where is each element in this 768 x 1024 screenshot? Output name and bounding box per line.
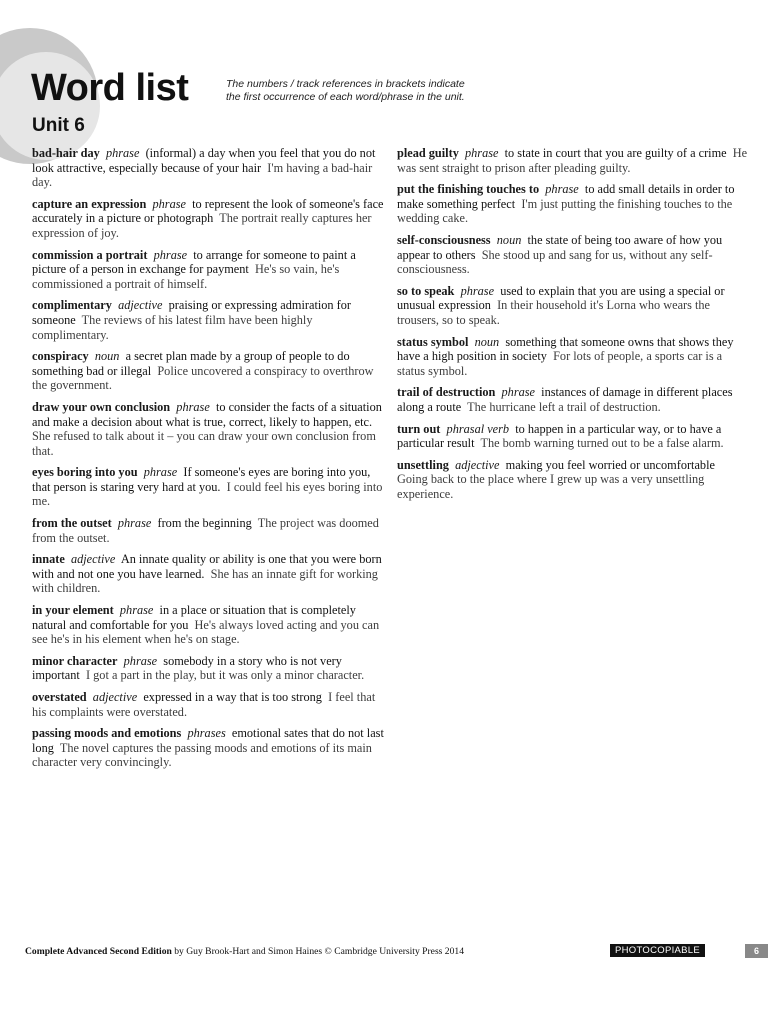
entry-headword: innate <box>32 552 65 567</box>
word-entry <box>32 298 386 342</box>
word-entry <box>32 690 386 719</box>
header-note-line1: The numbers / track references in brackets indicate <box>226 78 465 90</box>
entry-definition: to consider the facts of a situation and make a decision about what is true, correct, likely to happen, etc. <box>32 399 382 429</box>
entry-example: The project was doomed from the outset. <box>32 516 379 545</box>
entry-example: The novel captures the passing moods and emotions of its main character very convincingly. <box>32 740 372 770</box>
word-entry <box>32 248 386 292</box>
entry-definition: to state in court that you are guilty of a crime <box>504 146 727 160</box>
entry-headword: commission a portrait <box>32 247 148 262</box>
entry-part-of-speech: adjective <box>455 457 500 472</box>
entry-part-of-speech: adjective <box>70 552 116 567</box>
word-entry <box>32 465 386 509</box>
entry-definition: instances of damage in different places along a route <box>397 385 733 414</box>
entry-headword: put the finishing touches to <box>397 182 540 197</box>
entry-part-of-speech: phrase <box>545 182 579 197</box>
entry-headword: unsettling <box>397 457 449 472</box>
word-entry <box>397 146 749 175</box>
entry-headword: turn out <box>397 421 441 436</box>
entry-part-of-speech: phrase <box>117 516 152 531</box>
entry-part-of-speech: phrase <box>119 603 154 618</box>
entry-example: In their household it's Lorna who wears the trousers, so to speak. <box>397 298 710 327</box>
entry-example: He's always loved acting and you can see he's in his element when he's on stage. <box>32 617 380 647</box>
entry-headword: conspiracy <box>32 349 89 364</box>
unit-heading: Unit 6 <box>32 115 85 136</box>
word-entry <box>397 422 749 451</box>
entry-headword: capture an expression <box>32 196 147 211</box>
entry-example: I'm having a bad-hair day. <box>32 160 373 190</box>
entry-part-of-speech: phrasal verb <box>446 421 510 436</box>
word-entry <box>32 516 386 545</box>
entry-part-of-speech: phrase <box>501 385 535 400</box>
entry-definition: praising or expressing admiration for someone <box>32 298 351 327</box>
entry-example: She refused to talk about it – you can draw your own conclusion from that. <box>32 429 376 458</box>
footer-book-title: Complete Advanced Second Edition <box>25 946 172 957</box>
entry-headword: status symbol <box>397 334 469 349</box>
word-entry <box>32 654 386 683</box>
entry-headword: plead guilty <box>397 146 459 160</box>
entry-part-of-speech: phrase <box>152 196 186 211</box>
entry-definition: to represent the look of someone's face accurately in a picture or photograph <box>32 196 384 226</box>
entry-definition: to arrange for someone to paint a picture of a person in exchange for payment <box>32 247 356 277</box>
entry-definition: emotional sates that do not last long <box>32 726 384 755</box>
entry-definition: to add small details in order to make something perfect <box>397 182 735 211</box>
entry-example: Police uncovered a conspiracy to overthrow the government. <box>32 363 374 393</box>
entry-headword: passing moods and emotions <box>32 726 182 741</box>
entry-example: He's so vain, he's commissioned a portrait of himself. <box>32 262 340 291</box>
entry-part-of-speech: phrase <box>460 283 495 298</box>
word-entry <box>397 182 749 226</box>
entry-part-of-speech: noun <box>496 232 522 247</box>
word-entry <box>32 349 386 393</box>
entry-example: For lots of people, a sports car is a status symbol. <box>397 349 723 378</box>
word-entry <box>32 400 386 458</box>
entry-part-of-speech: phrases <box>187 726 226 741</box>
word-entry <box>397 458 749 502</box>
entry-headword: eyes boring into you <box>32 465 138 480</box>
entry-example: I got a part in the play, but it was only a minor character. <box>85 668 365 683</box>
entry-definition: the state of being too aware of how you appear to others <box>397 232 723 262</box>
entry-example: The bomb warning turned out to be a false alarm. <box>480 436 724 451</box>
entry-part-of-speech: phrase <box>105 146 140 160</box>
entry-definition: (informal) a day when you feel that you do not look attractive, especially because of your hair <box>32 146 376 175</box>
entry-headword: in your element <box>32 603 114 618</box>
entry-headword: minor character <box>32 653 118 668</box>
header-note-line2: the first occurrence of each word/phrase in the unit. <box>226 91 465 103</box>
word-entry <box>32 146 386 190</box>
entry-definition: something that someone owns that shows they have a high position in society <box>397 334 734 364</box>
entry-example: The portrait really captures her expression of joy. <box>32 211 372 240</box>
word-entry <box>32 726 386 770</box>
entry-headword: overstated <box>32 690 87 704</box>
entry-example: He was sent straight to prison after pleading guilty. <box>397 146 748 175</box>
entry-part-of-speech: noun <box>474 334 500 349</box>
entry-part-of-speech: noun <box>94 349 120 364</box>
entry-part-of-speech: phrase <box>153 247 188 262</box>
left-column <box>32 146 386 777</box>
word-entry <box>397 284 749 328</box>
entry-example: The reviews of his latest film have been highly complimentary. <box>32 312 313 342</box>
word-entry <box>32 552 386 596</box>
entry-definition: making you feel worried or uncomfortable <box>505 457 715 472</box>
entry-headword: draw your own conclusion <box>32 399 171 414</box>
entry-definition: in a place or situation that is completely natural and comfortable for you <box>32 603 356 632</box>
entry-headword: from the outset <box>32 516 112 531</box>
entry-part-of-speech: phrase <box>123 653 158 668</box>
entry-definition: used to explain that you are using a special or unusual expression <box>397 283 725 313</box>
right-column <box>397 146 749 508</box>
entry-definition: If someone's eyes are boring into you, that person is staring very hard at you. <box>32 465 371 494</box>
word-entry <box>32 603 386 647</box>
entry-example: The hurricane left a trail of destruction. <box>467 399 661 414</box>
entry-definition: to happen in a particular way, or to have a particular result <box>397 421 722 451</box>
entry-headword: so to speak <box>397 283 455 298</box>
entry-headword: trail of destruction <box>397 385 496 400</box>
entry-definition: somebody in a story who is not very important <box>32 653 342 683</box>
entry-example: I feel that his complaints were overstated. <box>32 690 376 719</box>
page-number: 6 <box>745 944 768 958</box>
footer-credit-text: by Guy Brook-Hart and Simon Haines © Cambridge University Press 2014 <box>171 946 464 957</box>
word-entry <box>397 233 749 277</box>
entry-headword: complimentary <box>32 298 112 313</box>
entry-example: Going back to the place where I grew up was a very unsettling experience. <box>397 472 705 501</box>
header-note <box>226 78 526 104</box>
entry-example: She stood up and sang for us, without any self-consciousness. <box>397 247 713 277</box>
word-entry <box>397 385 749 414</box>
photocopiable-badge: PHOTOCOPIABLE <box>610 944 705 957</box>
entry-definition: expressed in a way that is too strong <box>143 690 322 704</box>
entry-definition: a secret plan made by a group of people to do something bad or illegal <box>32 349 350 378</box>
entry-part-of-speech: adjective <box>92 690 138 704</box>
word-entry <box>32 197 386 241</box>
entry-part-of-speech: phrase <box>176 399 210 414</box>
entry-part-of-speech: phrase <box>465 146 499 160</box>
entry-definition: from the beginning <box>157 516 252 531</box>
entry-example: She has an innate gift for working with children. <box>32 566 378 596</box>
entry-definition: An innate quality or ability is one that you were born with and not one you have learned. <box>32 552 382 581</box>
footer-credit <box>25 946 464 957</box>
entry-part-of-speech: adjective <box>118 298 163 313</box>
word-entry <box>397 335 749 379</box>
entry-part-of-speech: phrase <box>143 465 178 480</box>
entry-example: I could feel his eyes boring into me. <box>32 479 383 509</box>
entry-example: I'm just putting the finishing touches to the wedding cake. <box>397 196 733 226</box>
page-title: Word list <box>31 67 189 109</box>
entry-headword: self-consciousness <box>397 232 491 247</box>
entry-headword: bad-hair day <box>32 146 100 160</box>
